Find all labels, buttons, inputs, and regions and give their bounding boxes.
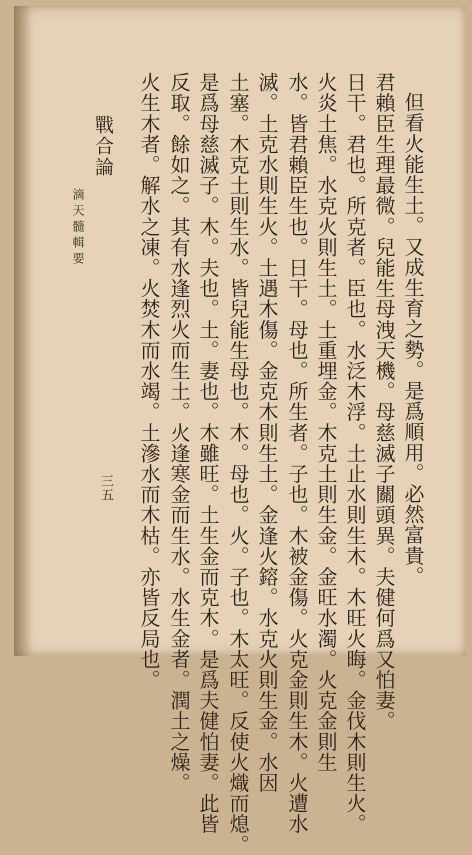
text-line-9: 反取。餘如之。其有水逢烈火而生土。火逢寒金而生水。水生金者。潤土之燥。 [167, 72, 191, 793]
text-line-6: 滅。土克水則生火。土遇木傷。金克木則生土。金逢火鎔。水克火則生金。水因 [255, 72, 279, 793]
text-line-10: 火生木者。解水之凍。火焚木而水竭。土滲水而木枯。亦皆反局也。 [137, 72, 161, 690]
page-gutter-shadow [14, 6, 32, 656]
text-line-3: 日干。君也。所克者。臣也。水泛木浮。土止水則生木。木旺火晦。金伐木則生火。 [343, 72, 367, 835]
running-title: 滴天髓輯要 [71, 188, 85, 268]
text-line-1: 但看火能生土。又成生育之勢。是爲順用。必然富貴。 [401, 92, 425, 587]
page-number: 三五 [98, 474, 113, 502]
text-line-2: 君賴臣生理最微。兒能生母洩天機。母慈滅子關頭異。夫健何爲又怕妻。 [372, 72, 396, 732]
text-line-5: 水。皆君賴臣生也。日干。母也。所生者。子也。木被金傷。火克金則生木。火遭水 [285, 72, 309, 835]
text-line-7: 土塞。木克土則生水。皆兒能生母也。木。母也。火。子也。木太旺。反使火熾而熄。 [226, 72, 250, 855]
section-title: 戰合論 [92, 115, 114, 178]
text-line-4: 火炎土焦。水克火則生土。土重埋金。木克土則生金。金旺水濁。火克金則生 [314, 72, 338, 773]
text-line-8: 是爲母慈滅子。木。夫也。土。妻也。木雖旺。土生金而克木。是爲夫健怕妻。此皆 [196, 72, 220, 835]
